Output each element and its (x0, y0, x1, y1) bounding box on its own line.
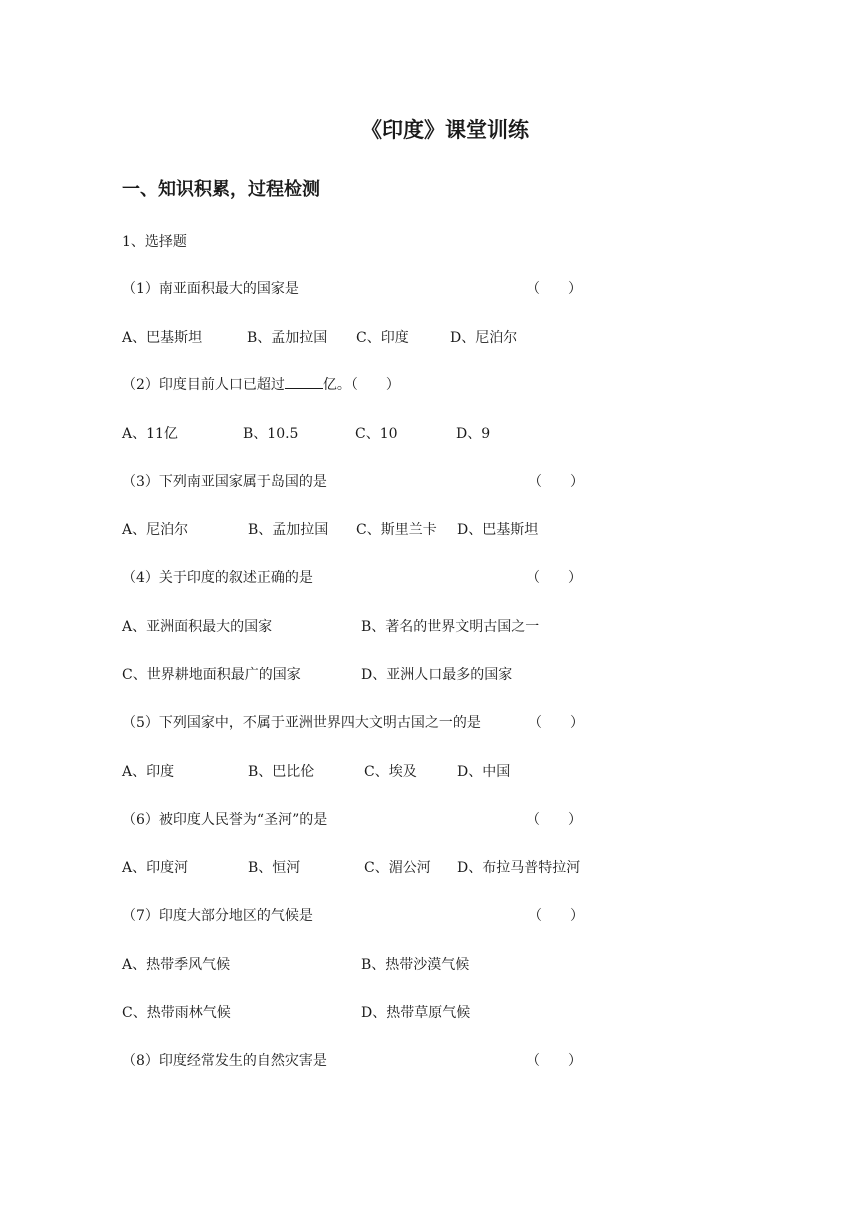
question-3-option-c: C、斯里兰卡 (356, 522, 437, 538)
question-2-option-b: B、10.5 (243, 426, 299, 442)
question-4-option-d: D、亚洲人口最多的国家 (361, 667, 513, 683)
subsection-heading: 1、选择题 (122, 234, 187, 250)
question-6-option-b: B、恒河 (248, 860, 301, 876)
question-7-option-d: D、热带草原气候 (361, 1005, 471, 1021)
question-3-option-a: A、尼泊尔 (122, 522, 189, 538)
question-1-option-b: B、孟加拉国 (247, 330, 328, 346)
question-6-stem: （6）被印度人民誉为“圣河”的是 (122, 812, 328, 828)
question-6-option-c: C、湄公河 (364, 860, 431, 876)
question-2-stem-end: 亿。（ ） (322, 377, 400, 393)
question-1-stem: （1）南亚面积最大的国家是 (122, 281, 299, 297)
question-2-stem-start: （2）印度目前人口已超过 (122, 377, 285, 393)
question-5-option-a: A、印度 (122, 764, 175, 780)
section-heading: 一、知识积累，过程检测 (122, 179, 320, 200)
answer-paren: （ ） (528, 715, 584, 731)
question-7-option-b: B、热带沙漠气候 (361, 957, 470, 973)
question-7-option-c: C、热带雨林气候 (122, 1005, 231, 1021)
question-2-stem (122, 374, 400, 394)
question-8-stem: （8）印度经常发生的自然灾害是 (122, 1053, 327, 1069)
question-4-option-b: B、著名的世界文明古国之一 (361, 619, 540, 635)
question-2-option-a: A、11亿 (122, 426, 178, 442)
question-5-option-c: C、埃及 (364, 764, 417, 780)
question-7-option-a: A、热带季风气候 (122, 957, 231, 973)
question-3-option-d: D、巴基斯坦 (457, 522, 539, 538)
answer-paren: （ ） (526, 570, 582, 586)
answer-paren: （ ） (526, 812, 582, 828)
question-2-option-d: D、9 (456, 426, 491, 442)
question-1-option-c: C、印度 (356, 330, 409, 346)
question-5-stem: （5）下列国家中，不属于亚洲世界四大文明古国之一的是 (122, 715, 481, 731)
question-1-option-d: D、尼泊尔 (450, 330, 518, 346)
answer-paren: （ ） (528, 908, 584, 924)
question-3-stem: （3）下列南亚国家属于岛国的是 (122, 474, 327, 490)
question-2-option-c: C、10 (355, 426, 398, 442)
page-title: 《印度》课堂训练 (361, 118, 529, 142)
fill-in-blank (285, 376, 323, 389)
answer-paren: （ ） (528, 474, 584, 490)
question-4-stem: （4）关于印度的叙述正确的是 (122, 570, 313, 586)
question-4-option-c: C、世界耕地面积最广的国家 (122, 667, 301, 683)
question-3-option-b: B、孟加拉国 (248, 522, 329, 538)
question-4-option-a: A、亚洲面积最大的国家 (122, 619, 273, 635)
question-5-option-b: B、巴比伦 (248, 764, 315, 780)
question-6-option-a: A、印度河 (122, 860, 189, 876)
question-6-option-d: D、布拉马普特拉河 (457, 860, 581, 876)
answer-paren: （ ） (526, 1053, 582, 1069)
question-7-stem: （7）印度大部分地区的气候是 (122, 908, 313, 924)
question-5-option-d: D、中国 (457, 764, 511, 780)
answer-paren: （ ） (526, 281, 582, 297)
question-1-option-a: A、巴基斯坦 (122, 330, 203, 346)
